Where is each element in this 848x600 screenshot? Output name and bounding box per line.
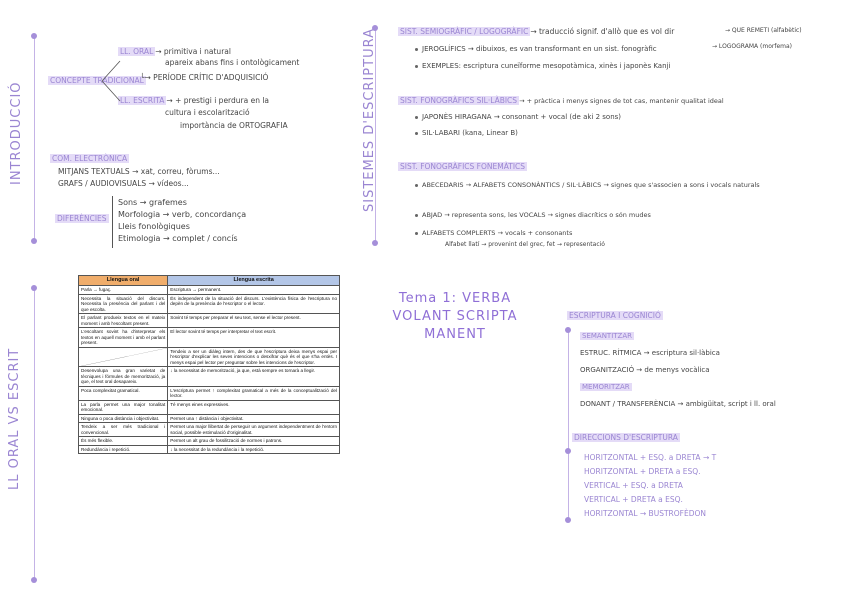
sist3-item: ABECEDARIS → ALFABETS CONSONÀNTICS / SIL·LÀBICS → signes que s'associen a sons i vocals naturals — [422, 181, 760, 189]
oral-desc-1: → primitiva i natural — [155, 47, 231, 56]
table-row — [79, 286, 340, 295]
title-line-1: Tema 1: VERBA — [398, 291, 512, 306]
cell-escrita: Escriptura → permanent. — [168, 286, 340, 295]
right-divider — [568, 330, 569, 520]
oral-desc-2: apareix abans fins i ontològicament — [165, 58, 300, 67]
cell-escrita: El lector sovint té temps per interpretar el text escrit. — [168, 328, 340, 348]
dif-item: Etimologia → complet / concís — [118, 234, 238, 243]
escrita-desc-1: → + prestigi i perdura en la — [166, 96, 270, 105]
cell-escrita: Sovint té temps per preparar el seu text, sense el lector present. — [168, 314, 340, 328]
direccio-item: VERTICAL + DRETA a ESQ. — [584, 495, 683, 504]
sist3-title: SIST. FONOGRÀFICS FONEMÀTICS — [400, 162, 526, 171]
right-mid-dot — [565, 448, 571, 454]
direccio-item: HORITZONTAL + ESQ. a DRETA → T — [584, 453, 717, 462]
right-top-dot — [565, 327, 571, 333]
table-row — [79, 437, 340, 446]
cell-oral: El parlant produeix textos en el mateix moment i amb l'escoltant present. — [79, 314, 168, 328]
table-row — [79, 314, 340, 328]
oral-escrit-bottom-dot — [31, 577, 37, 583]
table-row — [79, 367, 340, 387]
cell-escrita: Permet una major llibertat de perseguir un argument independentment de l'entorn social, possible estimulació d'originalitat. — [168, 423, 340, 437]
cell-escrita: Tendeix a ser un diàleg intern, des de que l'escriptura deixa menys espai per l'escriptor d'explicar les seves intencions o desxifrar què és el que s'ha entès. I menys espai pel lector per preguntar sobre les intencions de l'escriptor. — [168, 347, 340, 367]
cognicio-list — [580, 328, 776, 413]
sist1-desc: → traducció signif. d'allò que es vol dir — [530, 27, 675, 36]
header-escrita: Llengua escrita — [168, 276, 340, 286]
cognicio-item: MEMORITZAR — [582, 383, 630, 391]
dif-list — [118, 197, 246, 245]
sist2-item: JAPONÈS HIRAGANA → consonant + vocal (de aki 2 sons) — [422, 113, 622, 121]
table-row — [79, 423, 340, 437]
header-oral: Llengua oral — [79, 276, 168, 286]
table-row — [79, 347, 340, 367]
sist3-item: Alfabet llatí → provenint del grec, fet → representació — [445, 241, 605, 248]
cell-oral: Redundància i repetició. — [79, 445, 168, 454]
direccions-heading: DIRECCIONS D'ESCRIPTURA — [574, 433, 678, 442]
escrita-desc-2: cultura i escolarització — [165, 108, 250, 117]
periode-critic: └→ PERÍODE CRÍTIC D'ADQUISICIÓ — [140, 73, 269, 82]
comparison-table — [78, 275, 340, 454]
table-row — [79, 294, 340, 314]
oral-escrit-divider — [34, 288, 35, 580]
jeroglifics: JEROGLÍFICS → dibuixos, es van transformant en un sist. fonogràfic — [422, 45, 657, 53]
grafs-audiovisuals: GRAFS / AUDIOVISUALS → vídeos... — [58, 179, 189, 188]
table-row — [79, 414, 340, 423]
page-title — [380, 290, 530, 344]
intro-side-label: INTRODUCCIÓ — [9, 81, 24, 185]
table-row — [79, 386, 340, 400]
cell-escrita: Permet una ↑ distància i objectivitat. — [168, 414, 340, 423]
dif-item: Lleis fonològiques — [118, 222, 190, 231]
exemples: EXEMPLES: escriptura cuneïforme mesopotàmica, xinès i japonès Kanji — [422, 62, 671, 70]
branch-arrows — [100, 55, 124, 107]
sistemes-bottom-dot — [372, 240, 378, 246]
table-row — [79, 445, 340, 454]
cognicio-item: SEMANTITZAR — [582, 332, 632, 340]
title-line-2: VOLANT SCRIPTA — [392, 309, 518, 324]
title-line-3: MANENT — [424, 327, 486, 342]
dif-bracket — [112, 196, 113, 248]
diferencies: DIFERÈNCIES — [57, 214, 107, 223]
escriptura-cognicio-heading: ESCRIPTURA I COGNICIÓ — [569, 311, 661, 320]
sistemes-side-label: SISTEMES D'ESCRIPTURA — [362, 28, 377, 212]
cell-oral: Desenvolupa una gran varietat de tècniques i fórmules de memorització, ja que, el text oral desapareix. — [79, 367, 168, 387]
cell-escrita: Té menys eines expressives. — [168, 400, 340, 414]
cell-escrita: L'escriptura permet ↑ complexitat gramatical a més de la conceptualització del lector. — [168, 386, 340, 400]
cell-escrita: ↓ la necessitat de memorització, ja que, està sempre es tornarà a llegir. — [168, 367, 340, 387]
cognicio-item: DONANT / TRANSFERÈNCIA → ambigüitat, script i ll. oral — [580, 400, 776, 408]
sist2-title: SIST. FONOGRÀFICS SIL·LÀBICS — [400, 96, 518, 105]
table-row — [79, 400, 340, 414]
direccio-item: HORITZONTAL → BUSTROFÈDON — [584, 509, 706, 518]
direccio-item: HORITZONTAL + DRETA a ESQ. — [584, 467, 701, 476]
cell-oral: Tendeix a ser més tradicional i convencional. — [79, 423, 168, 437]
cell-oral: Parla → fugaç. — [79, 286, 168, 295]
escrita-desc-3: importància de ORTOGRAFIA — [180, 121, 288, 130]
dif-item: Morfologia → verb, concordança — [118, 210, 247, 219]
oral-escrit-top-dot — [31, 285, 37, 291]
right-bottom-dot — [565, 517, 571, 523]
concepte-tradicional: CONCEPTE TRADICIONAL — [50, 76, 144, 85]
intro-top-dot — [31, 33, 37, 39]
oral-escrit-side-label: LL ORAL VS ESCRIT — [7, 347, 22, 490]
cell-oral-crossed — [79, 347, 168, 367]
cognicio-item: ORGANITZACIÓ → de menys vocàlica — [580, 366, 710, 374]
direccions-list — [584, 451, 716, 521]
intro-bottom-dot — [31, 238, 37, 244]
diagonal-line — [79, 348, 167, 367]
cell-oral: Poca complexitat gramatical. — [79, 386, 168, 400]
cell-oral: La parla permet una major tonalitat emocional. — [79, 400, 168, 414]
table-row — [79, 328, 340, 348]
cell-oral: L'escoltant sovint ha d'interpretar els textos en aquell moment i amb el parlant present. — [79, 328, 168, 348]
cell-escrita: ↓ la necessitat de la redundància i la repetició. — [168, 445, 340, 454]
cognicio-item: ESTRUC. RÍTMICA → escriptura sil·làbica — [580, 349, 720, 357]
sist3-item: ABJAD → representa sons, les VOCALS → signes diacrítics o són mudes — [422, 211, 651, 219]
sist1-right-2: → LOGOGRAMA (morfema) — [712, 43, 793, 50]
cell-oral: És més flexible. — [79, 437, 168, 446]
com-electronica: COM. ELECTRÒNICA — [52, 154, 128, 163]
mitjans-textuals: MITJANS TEXTUALS → xat, correu, fòrums... — [58, 167, 220, 176]
ll-oral-label: LL. ORAL — [120, 47, 154, 56]
cell-oral: Necessita la situació del discurs. Necessita la presència del parlant i del que escolta. — [79, 294, 168, 314]
cell-escrita: És independent de la situació del discurs. L'existència física de l'escriptura no depèn de la presència de l'escriptor o el lector. — [168, 294, 340, 314]
cell-oral: Ninguna o poca distància i objectivitat. — [79, 414, 168, 423]
sist1-right-1: → QUE REMETI (alfabètic) — [725, 27, 802, 34]
sist2-item: SIL·LABARI (kana, Linear B) — [422, 129, 518, 137]
sist3-item: ALFABETS COMPLERTS → vocals + consonants — [422, 229, 573, 237]
sist2-desc: → + pràctica i menys signes de tot cas, mantenir qualitat ideal — [519, 97, 724, 105]
direccio-item: VERTICAL + ESQ. a DRETA — [584, 481, 683, 490]
cell-escrita: Permet un alt grau de fossilització de normes i patrons. — [168, 437, 340, 446]
dif-item: Sons → grafemes — [118, 198, 187, 207]
sist1-title: SIST. SEMIOGRÀFIC / LOGOGRÀFIC — [400, 27, 529, 36]
intro-divider — [34, 36, 35, 241]
ll-escrita-label: LL. ESCRITA — [120, 96, 165, 105]
